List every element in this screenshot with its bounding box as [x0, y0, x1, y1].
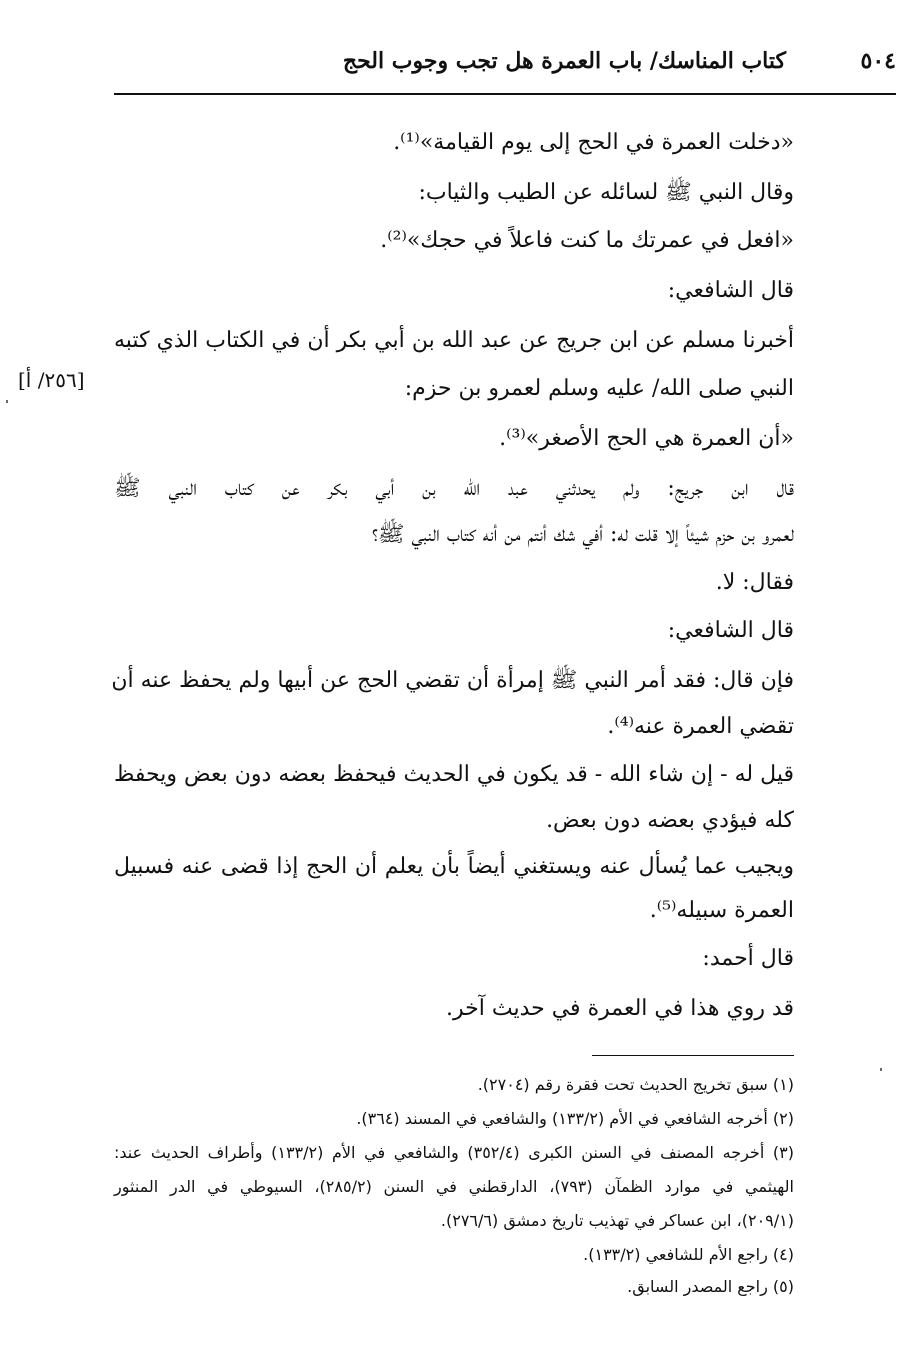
- body-line: العمرة سبيله⁽⁵⁾.: [649, 898, 794, 923]
- body-line: «دخلت العمرة في الحج إلى يوم القيامة»⁽¹⁾.: [393, 130, 794, 155]
- body-line: قيل له - إن شاء الله - قد يكون في الحديث فيحفظ بعضه دون بعض ويحفظ: [114, 762, 794, 787]
- body-line: قال الشافعي:: [667, 278, 794, 303]
- body-line: لعمرو بن حزم شيئاً إلا قلت له: أفي شك أنتم من أنه كتاب النبي ﷺ؟: [371, 522, 794, 547]
- footnote: (٣) أخرجه المصنف في السنن الكبرى (٣٥٢/٤) والشافعي في الأم (١٣٣/٢) وأطراف الحديث عند:: [114, 1143, 795, 1162]
- body-line: فقال: لا.: [715, 570, 794, 595]
- running-header-title: كتاب المناسك/ باب العمرة هل تجب وجوب الحج: [342, 48, 786, 74]
- body-line: قد روي هذا في العمرة في حديث آخر.: [446, 996, 794, 1021]
- body-line: قال أحمد:: [702, 946, 794, 971]
- footnote-continuation: (٢٠٩/١)، ابن عساكر في تهذيب تاريخ دمشق (٢٧٦/٦).: [440, 1211, 794, 1230]
- body-line: فإن قال: فقد أمر النبي ﷺ إمرأة أن تقضي الحج عن أبيها ولم يحفظ عنه أن: [111, 668, 794, 693]
- body-line: كله فيؤدي بعضه دون بعض.: [546, 808, 794, 833]
- body-line: «افعل في عمرتك ما كنت فاعلاً في حجك»⁽²⁾.: [380, 228, 794, 253]
- body-line: ويجيب عما يُسأل عنه ويستغني أيضاً بأن يعلم أن الحج إذا قضى عنه فسبيل: [114, 854, 794, 879]
- header-rule: [114, 93, 896, 95]
- footnote: (٥) راجع المصدر السابق.: [627, 1277, 794, 1296]
- body-line: وقال النبي ﷺ لسائله عن الطيب والثياب:: [418, 180, 794, 205]
- page-number: ٥٠٤: [860, 48, 896, 74]
- footnote: (٤) راجع الأم للشافعي (١٣٣/٢).: [583, 1245, 794, 1264]
- body-line: «أن العمرة هي الحج الأصغر»⁽³⁾.: [499, 426, 794, 451]
- manuscript-folio-note: [٢٥٦/ أ]: [18, 368, 85, 392]
- body-line: قال الشافعي:: [667, 618, 794, 643]
- body-line: أخبرنا مسلم عن ابن جريج عن عبد الله بن أبي بكر أن في الكتاب الذي كتبه: [114, 328, 794, 353]
- scan-speck: [880, 1068, 882, 1071]
- body-line: قال ابن جريج: ولم يحدثني عبد الله بن أبي بكر عن كتاب النبي ﷺ: [114, 476, 794, 501]
- scan-speck: [6, 400, 8, 403]
- footnote-separator: [592, 1055, 794, 1056]
- footnote: (١) سبق تخريج الحديث تحت فقرة رقم (٢٧٠٤).: [477, 1075, 794, 1094]
- body-line: تقضي العمرة عنه⁽⁴⁾.: [607, 714, 794, 739]
- footnote: (٢) أخرجه الشافعي في الأم (١٣٣/٢) والشافعي في المسند (٣٦٤).: [356, 1109, 794, 1128]
- body-line: النبي صلى الله/ عليه وسلم لعمرو بن حزم:: [404, 376, 794, 401]
- footnote-continuation: الهيثمي في موارد الظمآن (٧٩٣)، الدارقطني في السنن (٢٨٥/٢)، السيوطي في الدر المنثور: [114, 1177, 794, 1196]
